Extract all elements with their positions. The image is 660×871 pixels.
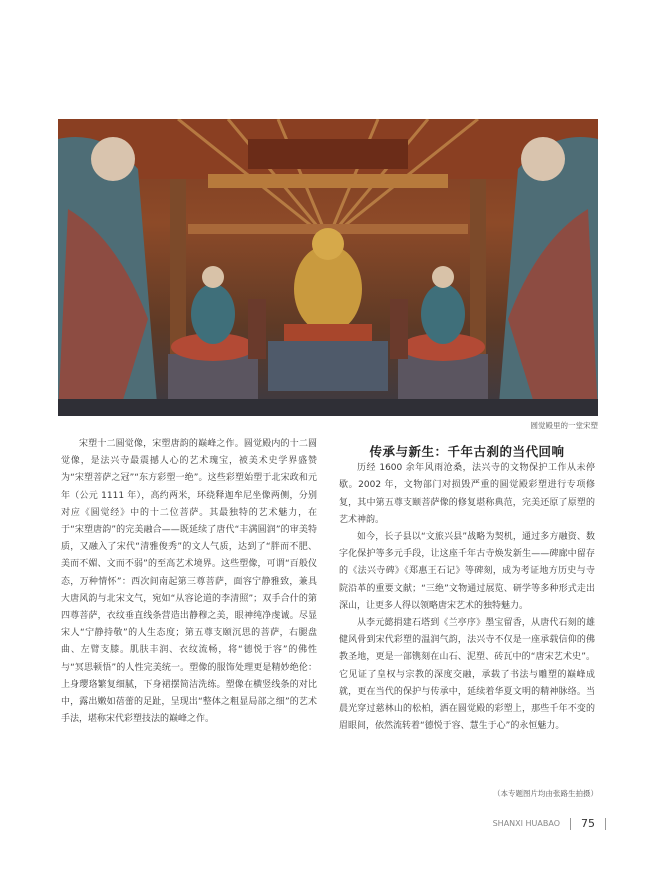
- section-heading: 传承与新生：千年古刹的当代回响: [369, 444, 565, 459]
- photo-caption: 圆觉殿里的一堂宋塑: [530, 421, 598, 430]
- body-paragraph: 如今，长子县以“文旅兴县”战略为契机，通过多方融资、数字化保护等多元手段，让这座千年古寺焕发新生——碑廊中留存的《法兴寺碑》《郑惠王石记》等碑刻，成为考证地方历史与寺院沿革的重要文献；“三绝”文物通过展览、研学等多种形式走出深山，让更多人得以领略唐宋艺术的独特魅力。: [339, 532, 595, 611]
- body-paragraph: 从李元懿捐建石塔到《兰亭序》墨宝留香，从唐代石刻的雄健风骨到宋代彩塑的温润气韵，法兴寺不仅是一座承载信仰的佛教圣地，更是一部镌刻在山石、泥塑、砖瓦中的“唐宋艺术史”。它见证了皇权与宗教的深度交融，承载了书法与雕塑的巅峰成就，更在当代的保护与传承中，延续着华夏文明的精神脉络。当晨光穿过慈林山的松柏，洒在圆觉殿的彩塑上，那些千年不变的眉眼间，依然流转着“德悦于容、慧生于心”的永恒魅力。: [339, 618, 595, 732]
- body-paragraph: 历经 1600 余年风雨沧桑，法兴寺的文物保护工作从未停歇。2002 年，文物部门对损毁严重的圆觉殿彩塑进行专项修复，其中第五尊支颐菩萨像的修复堪称典范，完美还原了原塑的艺术神韵。: [339, 463, 595, 525]
- page-number: 75: [581, 817, 595, 830]
- left-column: [61, 436, 317, 728]
- photo-credit: （本专题图片均由张路生拍摄）: [493, 789, 598, 798]
- photo-illustration: [58, 119, 598, 416]
- page-footer: [493, 817, 606, 830]
- temple-sculpture-photo: [58, 119, 598, 416]
- right-column: [339, 443, 595, 735]
- footer-divider: [570, 818, 571, 830]
- magazine-name: SHANXI HUABAO: [492, 819, 560, 828]
- footer-divider-right: [605, 818, 606, 830]
- body-paragraph: 宋塑十二圆觉像，宋塑唐韵的巅峰之作。圆觉殿内的十二圆觉像，是法兴寺最震撼人心的艺术瑰宝，被美术史学界盛赞为“宋塑菩萨之冠”“东方彩塑一绝”。这些彩塑始塑于北宋政和元年（公元 1111 年），高约两米，环绕释迦牟尼坐像两侧，分别对应《圆觉经》中的十二位菩萨。其最独特的艺术魅力，在于“宋塑唐韵”的完美融合——既延续了唐代“丰满圆润”的审美特质，又融入了宋代“清雅俊秀”的文人气质，达到了“胖而不肥、美而不媚、文而不弱”的至高艺术境界。这些塑像，可谓“百般仪态，万种情怀”：西次间南起第三尊菩萨，面容宁静雅致，兼具大唐风韵与北宋文气，宛如“从容论道的李清照”；双手合什的第四尊菩萨，衣纹垂直线条营造出静穆之美，眼神纯净虔诚。尽显宋人“宁静持敬”的人生态度；第五尊支颐沉思的菩萨，右腿盘曲、左臂支膝。肌肤丰润、衣纹流畅，将“德悦于容”的佛性与“冥思顿悟”的人性完美统一。塑像的服饰处理更是精妙绝伦：上身璎珞繁复细腻，下身裙摆简洁洗练。塑像在横竖线条的对比中，露出嫩如蓓蕾的足趾，呈现出“整体之粗显局部之细”的艺术手法，堪称宋代彩塑技法的巅峰之作。: [61, 439, 317, 725]
